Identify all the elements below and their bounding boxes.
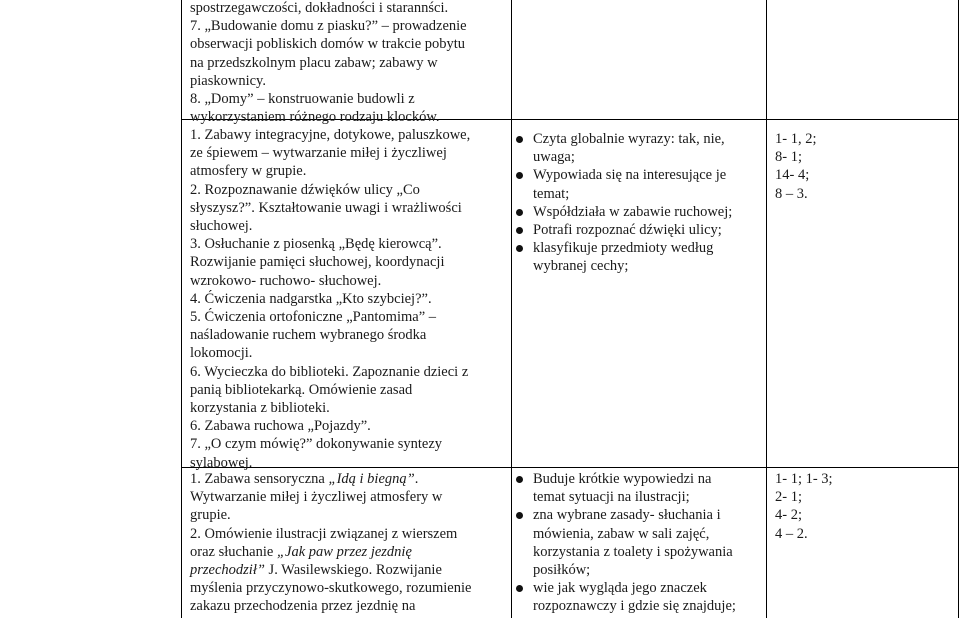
column-divider-1 [511, 0, 512, 618]
reference-code: 1- 1; 1- 3; [775, 471, 833, 487]
text-line [190, 561, 508, 579]
achievement-item [516, 130, 762, 166]
text-line: piaskownicy. [190, 72, 266, 89]
text-run: 1. Zabawa sensoryczna [190, 471, 329, 487]
achievement-item [516, 221, 762, 239]
reference-code: 4- 2; [775, 507, 802, 524]
text-line: temat sytuacji na ilustracji; [533, 489, 690, 506]
text-line: spostrzegawczości, dokładności i starannści. [190, 0, 449, 16]
text-line [190, 470, 508, 488]
column-divider-2 [766, 0, 767, 618]
text-line: naśladowanie ruchem wybranego środka [190, 327, 427, 344]
text-line: zna wybrane zasady- słuchania i [533, 507, 721, 524]
references-block-1 [775, 130, 955, 203]
text-line: panią bibliotekarką. Omówienie zasad [190, 381, 413, 398]
table-right-border [958, 0, 959, 618]
text-line: 2. Rozpoznawanie dźwięków ulicy „Co [190, 181, 420, 198]
text-run: oraz słuchanie [190, 543, 277, 560]
text-line: wybranej cechy; [533, 258, 629, 275]
text-line: Buduje krótkie wypowiedzi na [533, 471, 712, 487]
text-line: wzrokowo- ruchowo- słuchowej. [190, 272, 382, 289]
text-line: 2. Omówienie ilustracji związanej z wierszem [190, 525, 458, 542]
achievement-item [516, 166, 762, 202]
text-line: 1. Zabawy integracyjne, dotykowe, paluszkowe, [190, 127, 471, 143]
bullet-icon [516, 209, 523, 216]
text-line: wie jak wygląda jego znaczek [533, 580, 707, 597]
achievement-item [516, 239, 762, 275]
text-line: myślenia przyczynowo-skutkowego, rozumienie [190, 580, 472, 597]
text-line: 6. Wycieczka do biblioteki. Zapoznanie dzieci z [190, 363, 469, 380]
text-line: temat; [533, 185, 570, 202]
bullet-icon [516, 245, 523, 252]
text-line: sylabowej. [190, 454, 253, 471]
bullet-icon [516, 512, 523, 519]
text-line: Czyta globalnie wyrazy: tak, nie, [533, 131, 725, 147]
text-line: słuchowej. [190, 218, 253, 235]
achievement-item [516, 470, 762, 506]
text-run: J. Wasilewskiego. Rozwijanie [264, 562, 442, 579]
text-line: Wypowiada się na interesujące je [533, 167, 727, 184]
achievement-item [516, 506, 762, 579]
text-line: klasyfikuje przedmioty według [533, 240, 714, 257]
reference-code: 1- 1, 2; [775, 131, 817, 147]
text-line: Wytwarzanie miłej i życzliwej atmosfery w [190, 489, 443, 506]
text-line: ze śpiewem – wytwarzanie miłej i życzliwej [190, 145, 447, 162]
text-line: grupie. [190, 507, 231, 524]
text-line: 8. „Domy” – konstruowanie budowli z [190, 91, 415, 108]
text-line: korzystania z toalety i spożywania [533, 543, 733, 560]
table-left-border [181, 0, 182, 618]
achievement-item [516, 579, 762, 615]
bullet-icon [516, 136, 523, 143]
text-line: zakazu przechodzenia przez jezdnię na [190, 598, 416, 615]
references-block-2 [775, 470, 955, 543]
text-line: posiłków; [533, 562, 591, 579]
text-line: na przedszkolnym placu zabaw; zabawy w [190, 54, 438, 71]
reference-code: 2- 1; [775, 489, 802, 506]
text-line: lokomocji. [190, 345, 253, 362]
text-line: uwaga; [533, 149, 575, 166]
text-line: 3. Osłuchanie z piosenką „Będę kierowcą”. [190, 236, 442, 253]
text-line: obserwacji pobliskich domów w trakcie pobytu [190, 36, 466, 53]
text-line: mówienia, zabaw w sali zajęć, [533, 525, 710, 542]
text-run: . [414, 471, 419, 487]
text-line: Współdziała w zabawie ruchowej; [533, 203, 733, 220]
achievements-block-1 [516, 130, 762, 276]
reference-code: 4 – 2. [775, 525, 808, 542]
text-line: 6. Zabawa ruchowa „Pojazdy”. [190, 418, 371, 435]
text-line [190, 543, 508, 561]
text-line: Potrafi rozpoznać dźwięki ulicy; [533, 222, 722, 239]
achievement-item [516, 203, 762, 221]
text-line: Rozwijanie pamięci słuchowej, koordynacji [190, 254, 445, 271]
text-line: 7. „O czym mówię?” dokonywanie syntezy [190, 436, 443, 453]
poem-title: „Jak paw przez jezdnię [276, 543, 412, 560]
text-line: atmosfery w grupie. [190, 163, 307, 180]
text-line: 4. Ćwiczenia nadgarstka „Kto szybciej?”. [190, 290, 432, 307]
activities-block-1 [190, 0, 508, 126]
achievements-block-2 [516, 470, 762, 616]
bullet-icon [516, 585, 523, 592]
bullet-icon [516, 172, 523, 179]
song-title: „Idą i biegną” [328, 471, 415, 487]
activities-block-3 [190, 470, 508, 616]
text-line: korzystania z biblioteki. [190, 400, 330, 417]
poem-title: przechodził” [190, 562, 265, 579]
text-line: słyszysz?”. Kształtowanie uwagi i wrażliwości [190, 199, 462, 216]
text-line: 7. „Budowanie domu z piasku?” – prowadzenie [190, 18, 467, 35]
activities-block-2 [190, 126, 508, 472]
text-line: wykorzystaniem różnego rodzaju klocków. [190, 109, 440, 126]
bullet-icon [516, 227, 523, 234]
bullet-icon [516, 476, 523, 483]
text-line: rozpoznawczy i gdzie się znajduje; [533, 598, 736, 615]
reference-code: 8 – 3. [775, 185, 808, 202]
text-line: 5. Ćwiczenia ortofoniczne „Pantomima” – [190, 309, 437, 326]
reference-code: 14- 4; [775, 167, 810, 184]
reference-code: 8- 1; [775, 149, 802, 166]
